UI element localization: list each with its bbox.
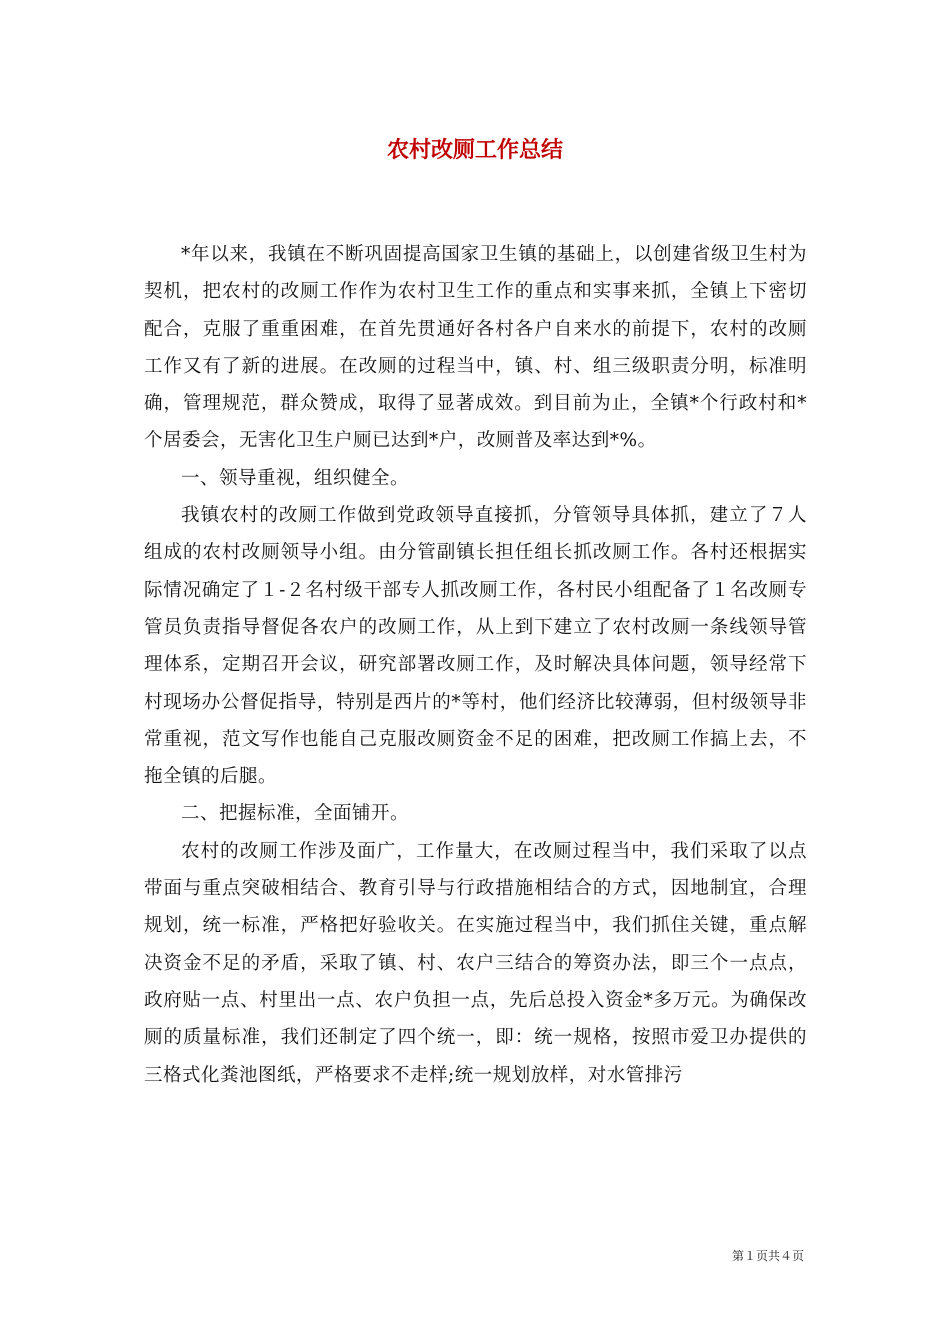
section-heading-2: 二、把握标准，全面铺开。 (181, 803, 410, 825)
document-body (144, 236, 807, 1094)
page-title: 农村改厕工作总结 (386, 137, 563, 163)
section-heading-1: 一、领导重视，组织健全。 (181, 467, 410, 489)
section-1-paragraph: 我镇农村的改厕工作做到党政领导直接抓，分管领导具体抓，建立了７人组成的农村改厕领导小组。由分管副镇长担任组长抓改厕工作。各村还根据实际情况确定了１-２名村级干部专人抓改厕工作，各村民小组配备了１名改厕专管员负责指导督促各农户的改厕工作，从上到下建立了农村改厕一条线领导管理体系，定期召开会议，研究部署改厕工作，及时解决具体问题，领导经常下村现场办公督促指导，特别是西片的*等村，他们经济比较薄弱，但村级领导非常重视，范文写作也能自己克服改厕资金不足的困难，把改厕工作搞上去，不拖全镇的后腿。 (144, 505, 807, 788)
section-2-paragraph: 农村的改厕工作涉及面广，工作量大，在改厕过程当中，我们采取了以点带面与重点突破相结合、教育引导与行政措施相结合的方式，因地制宜，合理规划，统一标准，严格把好验收关。在实施过程当中，我们抓住关键，重点解决资金不足的矛盾，采取了镇、村、农户三结合的筹资办法，即三个一点点，政府贴一点、村里出一点、农户负担一点，先后总投入资金*多万元。为确保改厕的质量标准，我们还制定了四个统一，即：统一规格，按照市爱卫办提供的三格式化粪池图纸，严格要求不走样;统一规划放样，对水管排污 (144, 840, 807, 1086)
page-number-footer: 第１页共４页 (731, 1249, 804, 1263)
intro-paragraph: *年以来，我镇在不断巩固提高国家卫生镇的基础上，以创建省级卫生村为契机，把农村的改厕工作作为农村卫生工作的重点和实事来抓，全镇上下密切配合，克服了重重困难，在首先贯通好各村各户自来水的前提下，农村的改厕工作又有了新的进展。在改厕的过程当中，镇、村、组三级职责分明，标准明确，管理规范，群众赞成，取得了显著成效。到目前为止，全镇*个行政村和*个居委会，无害化卫生户厕已达到*户，改厕普及率达到*%。 (144, 244, 807, 452)
